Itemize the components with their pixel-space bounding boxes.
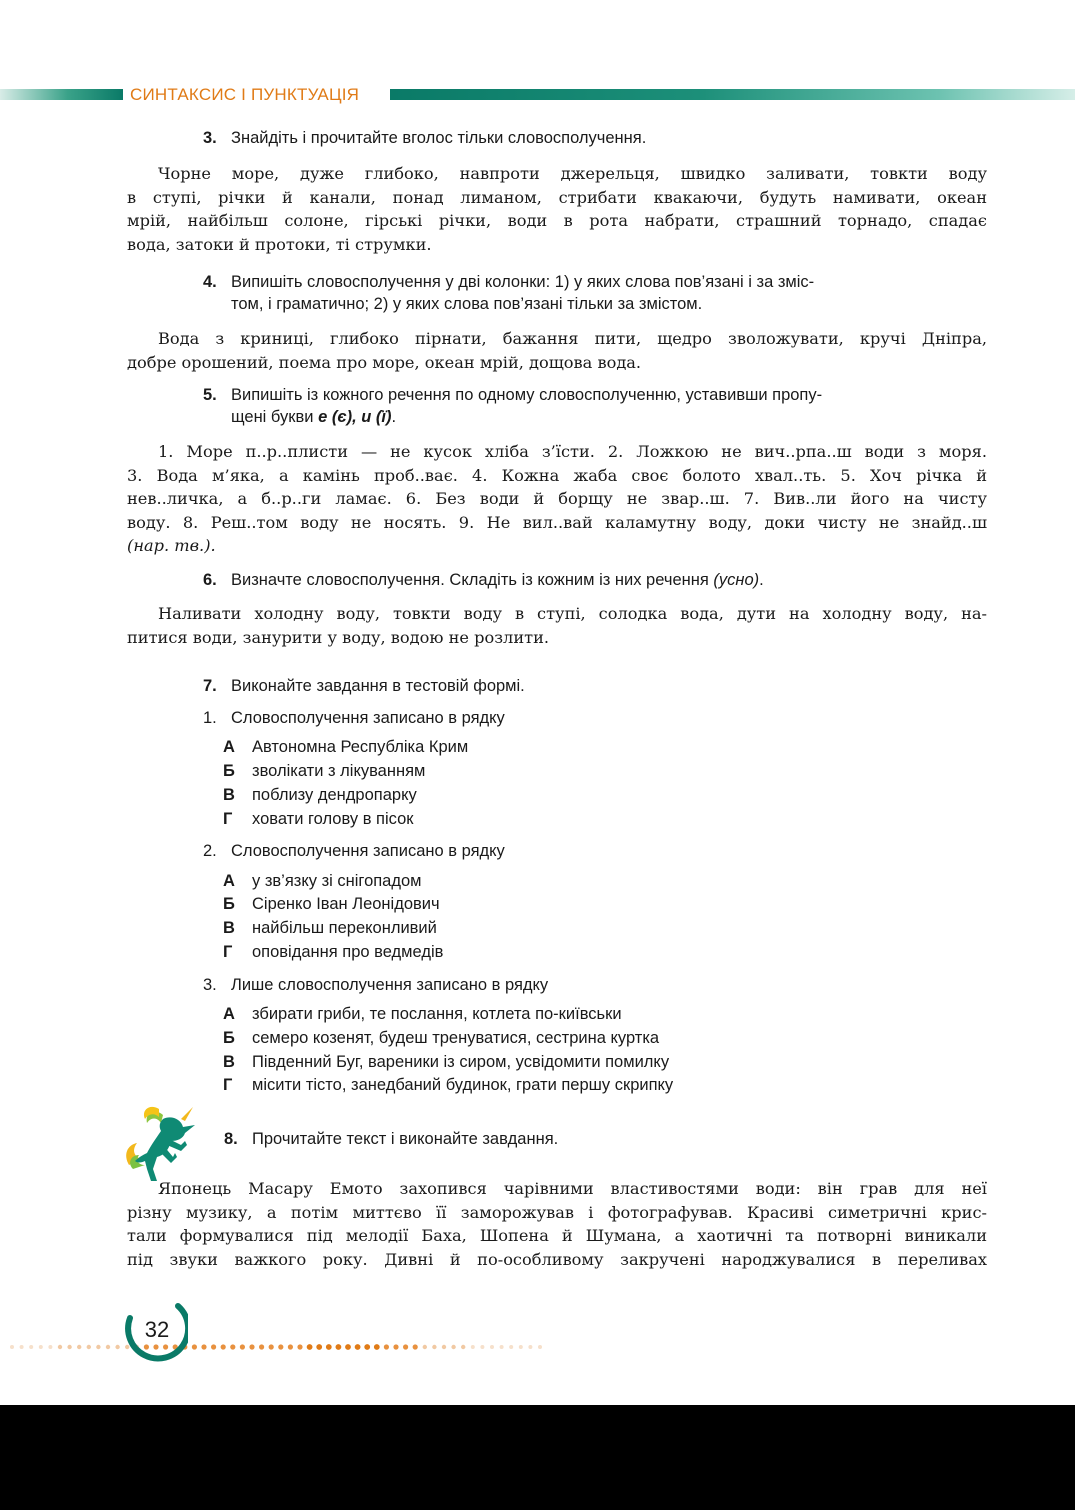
answer-option[interactable] — [223, 941, 443, 963]
footer-dot — [490, 1345, 494, 1349]
text-line: вода, затоки й протоки, ті струмки. — [127, 234, 432, 254]
answer-option[interactable] — [223, 784, 417, 806]
footer-dot — [288, 1344, 293, 1349]
footer-dot — [201, 1344, 206, 1349]
task-instruction-line: Випишіть із кожного речення по одному словосполученню, уставивши пропу- — [231, 386, 823, 404]
option-letter: А — [223, 1005, 235, 1023]
footer-dot — [106, 1345, 110, 1349]
task-5-text — [127, 440, 987, 558]
option-letter: Г — [223, 1076, 233, 1094]
answer-option[interactable] — [223, 893, 440, 915]
answer-option[interactable] — [223, 917, 437, 939]
option-letter: В — [223, 919, 235, 937]
question-number: 3. — [203, 976, 217, 994]
option-text: збирати гриби, те послання, котлета по-київськи — [252, 1005, 622, 1023]
option-letter: Б — [223, 895, 235, 913]
question-text: Лише словосполучення записано в рядку — [231, 976, 549, 994]
footer-dot — [336, 1344, 342, 1350]
option-letter: Г — [223, 810, 233, 828]
text-line: Японець Масару Емото захопився чарівними властивостями води: він грав для неї — [158, 1179, 987, 1198]
bottom-black-area — [0, 1405, 1075, 1510]
task-number: 4. — [203, 273, 217, 291]
option-letter: Г — [223, 943, 233, 961]
task-3-instruction — [203, 127, 963, 149]
task-3-text — [127, 162, 987, 256]
option-text: Сіренко Іван Леонідович — [252, 895, 440, 913]
task-7-instruction — [203, 675, 963, 697]
footer-dot — [297, 1344, 302, 1349]
text-line: 1. Море п..р..плисти — не кусок хліба з’їсти. 2. Ложкою не вич..рпа..ш води з моря. — [158, 442, 987, 461]
task-instruction: Виконайте завдання в тестовій формі. — [231, 677, 525, 695]
footer-dot — [269, 1344, 274, 1349]
text-line: в ступі, річки й канали, понад лиманом, стрибати квакаючи, будуть намивати, океан — [127, 187, 987, 207]
text-line: мрій, найбільш солоне, гірські річки, води в рота набрати, страшний торнадо, спадає — [127, 211, 987, 230]
text-line: тали формувалися під мелодії Баха, Шопена й Шумана, а хаотичні та потворні виникали — [127, 1226, 987, 1245]
footer-dot — [58, 1345, 62, 1349]
footer-dot — [87, 1345, 91, 1349]
footer-dot — [393, 1344, 398, 1349]
footer-dot — [326, 1344, 332, 1350]
option-text: у зв’язку зі снігопадом — [252, 872, 422, 890]
option-text: поблизу дендропарку — [252, 786, 417, 804]
option-text: місити тісто, занедбаний будинок, грати першу скрипку — [252, 1076, 674, 1094]
footer-dot — [403, 1344, 408, 1349]
footer-dot — [384, 1344, 389, 1349]
task-8-instruction — [224, 1128, 984, 1150]
task-number: 5. — [203, 386, 217, 404]
option-letter: В — [223, 786, 235, 804]
text-line: Вода з криниці, глибоко пірнати, бажання пити, щедро зволожувати, кручі Дніпра, — [158, 329, 987, 348]
instruction-note: (усно) — [713, 571, 760, 589]
footer-dot — [509, 1345, 513, 1349]
footer-dot — [230, 1344, 235, 1349]
footer-dot — [528, 1345, 532, 1349]
task-instruction-line: щені букви — [231, 408, 319, 426]
answer-option[interactable] — [223, 870, 422, 892]
option-text: Автономна Республіка Крим — [252, 738, 469, 756]
text-line: 3. Вода м’яка, а камінь проб..ває. 4. Кожна жаба своє болото хвал..ть. 5. Хоч річка й — [127, 465, 987, 485]
option-text: ховати голову в пісок — [252, 810, 414, 828]
text-line: нев..личка, а б..р..ги ламає. 6. Без води й борщу не звар..ш. 7. Вив..ли його на чисту — [127, 489, 987, 508]
answer-option[interactable] — [223, 736, 468, 758]
question-number: 1. — [203, 709, 217, 727]
task-number: 8. — [224, 1130, 238, 1148]
page-number: 32 — [144, 1317, 170, 1342]
option-text: зволікати з лікуванням — [252, 762, 426, 780]
footer-dot — [364, 1344, 370, 1350]
text-line: Наливати холодну воду, товкти воду в ступі, солодка вода, дути на холодну воду, на- — [158, 604, 987, 623]
task-8-text — [127, 1177, 987, 1271]
footer-dot — [480, 1345, 484, 1349]
footer-dot — [442, 1345, 446, 1349]
unicorn-icon — [123, 1105, 203, 1187]
punctuation: . — [391, 408, 397, 426]
footer-dot — [345, 1344, 351, 1350]
task-instruction: Знайдіть і прочитайте вголос тільки словосполучення. — [231, 129, 647, 147]
task-4-instruction — [203, 271, 963, 315]
task-instruction: Визначте словосполучення. Складіть із кожним із них речення — [231, 571, 714, 589]
footer-dot — [249, 1344, 254, 1349]
question-text: Словосполучення записано в рядку — [231, 842, 505, 860]
footer-dot — [307, 1344, 313, 1350]
footer-dot — [316, 1344, 322, 1350]
option-text: семеро козенят, будеш тренуватися, сестрина куртка — [252, 1029, 660, 1047]
header-stripe-right — [390, 89, 1075, 100]
footer-dot — [413, 1344, 418, 1349]
footer-dot — [10, 1345, 14, 1349]
letters-emphasis: е (є), и (ї) — [318, 408, 392, 426]
question-number: 2. — [203, 842, 217, 860]
footer-dot — [471, 1345, 475, 1349]
header-stripe-left — [0, 89, 123, 100]
answer-option[interactable] — [223, 1003, 622, 1025]
footer-dot — [39, 1345, 43, 1349]
task-4-text — [127, 327, 987, 374]
task-5-instruction — [203, 384, 963, 428]
footer-dot — [500, 1345, 504, 1349]
text-line: питися води, занурити у воду, водою не розлити. — [127, 627, 550, 647]
footer-dot — [278, 1344, 283, 1349]
footer-dot — [355, 1344, 361, 1350]
test-question-3 — [203, 974, 548, 996]
answer-option[interactable] — [223, 1027, 659, 1049]
text-line: різну музику, а потім миттєво її заморожував і фотографував. Красиві симетричні крис- — [127, 1202, 987, 1222]
option-letter: Б — [223, 762, 235, 780]
option-letter: А — [223, 872, 235, 890]
footer-dot — [451, 1345, 455, 1349]
answer-option[interactable] — [223, 808, 413, 830]
footer-dot — [48, 1345, 52, 1349]
test-question-2 — [203, 840, 505, 862]
option-letter: А — [223, 738, 235, 756]
footer-dot — [259, 1344, 264, 1349]
task-instruction: Прочитайте текст і виконайте завдання. — [252, 1130, 559, 1148]
text-line: під звуки важкого року. Дивні й по-особливому закручені народжувалися в переливах — [127, 1249, 987, 1269]
footer-dot — [192, 1344, 197, 1349]
footer-dot-line — [0, 1341, 560, 1353]
answer-option[interactable] — [223, 1074, 673, 1096]
footer-dot — [461, 1345, 465, 1349]
footer-dot — [20, 1345, 24, 1349]
footer-dot — [77, 1345, 81, 1349]
footer-dot — [29, 1345, 33, 1349]
option-letter: Б — [223, 1029, 235, 1047]
option-text: Південний Буг, вареники із сиром, усвідомити помилку — [252, 1053, 670, 1071]
text-line: Чорне море, дуже глибоко, навпроти джерельця, швидко заливати, товкти воду — [158, 164, 987, 183]
task-6-text — [127, 602, 987, 649]
task-instruction-line: Випишіть словосполучення у дві колонки: 1) у яких слова пов’язані і за зміс- — [231, 273, 815, 291]
source-note: (нар. тв.). — [127, 536, 216, 555]
test-question-1 — [203, 707, 505, 729]
footer-dot — [519, 1345, 523, 1349]
section-title: СИНТАКСИС І ПУНКТУАЦІЯ — [130, 85, 360, 104]
task-number: 3. — [203, 129, 217, 147]
task-number: 7. — [203, 677, 217, 695]
footer-dot — [211, 1344, 216, 1349]
text-line: воду. 8. Реш..том воду не носять. 9. Не вил..вай каламутну воду, доки чисту не знайд..ш — [127, 512, 987, 532]
option-text: оповідання про ведмедів — [252, 943, 444, 961]
option-text: найбільш переконливий — [252, 919, 437, 937]
footer-dot — [221, 1344, 226, 1349]
option-letter: В — [223, 1053, 235, 1071]
answer-option[interactable] — [223, 760, 425, 782]
text-line: добре орошений, поема про море, океан мрій, дощова вода. — [127, 352, 642, 372]
task-6-instruction — [203, 569, 963, 591]
footer-dot — [423, 1345, 427, 1349]
answer-option[interactable] — [223, 1051, 669, 1073]
punctuation: . — [759, 571, 764, 589]
task-instruction-line: том, і граматично; 2) у яких слова пов’язані тільки за змістом. — [231, 295, 703, 313]
footer-dot — [374, 1344, 380, 1350]
question-text: Словосполучення записано в рядку — [231, 709, 505, 727]
footer-dot — [67, 1345, 71, 1349]
footer-dot — [432, 1345, 436, 1349]
task-number: 6. — [203, 571, 217, 589]
footer-dot — [96, 1345, 100, 1349]
footer-dot — [240, 1344, 245, 1349]
footer-dot — [538, 1345, 542, 1349]
